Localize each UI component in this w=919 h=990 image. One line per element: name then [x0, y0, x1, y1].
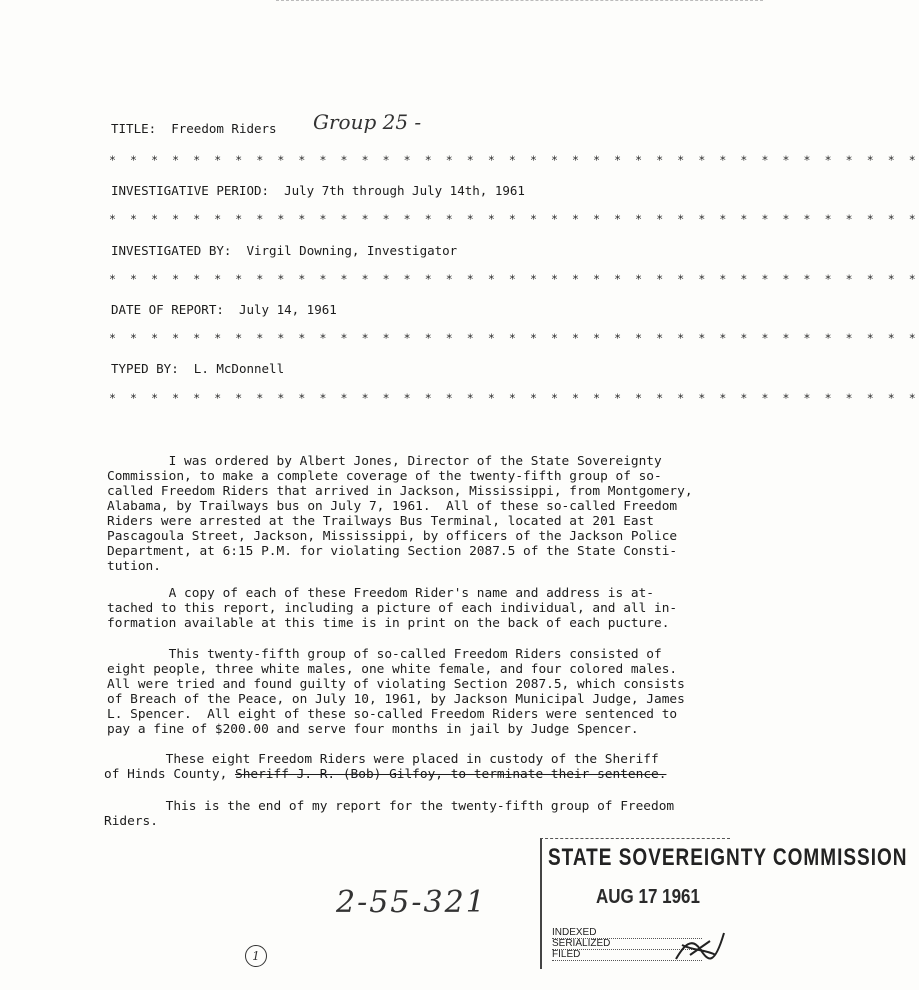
text-fragment: of Hinds County,: [104, 767, 235, 782]
text-line: of Breach of the Peace, on July 10, 1961, by Jackson Municipal Judge, James: [107, 692, 685, 707]
text-line: I was ordered by Albert Jones, Director of the State Sovereignty: [107, 454, 662, 469]
title-row: [111, 121, 277, 136]
typist-row: [111, 361, 284, 376]
text-line: A copy of each of these Freedom Rider's name and address is at-: [107, 586, 655, 601]
initials-signature-icon: [670, 915, 730, 969]
investigator-value: Virgil Downing, Investigator: [246, 243, 458, 258]
period-label: INVESTIGATIVE PERIOD:: [111, 183, 270, 198]
separator: * * * * * * * * * * * * * * * * * * * * * * * * * * * * * * * * * * * * * * *: [109, 272, 919, 286]
text-line: Commission, to make a complete coverage of the twenty-fifth group of so-: [107, 469, 662, 484]
text-line: tached to this report, including a picture of each individual, and all in-: [107, 601, 678, 616]
separator: * * * * * * * * * * * * * * * * * * * * * * * * * * * * * * * * * * * * * * *: [109, 153, 919, 167]
text-line: formation available at this time is in print on the back of each pucture.: [107, 616, 670, 631]
report-date-value: July 14, 1961: [238, 302, 337, 317]
separator: * * * * * * * * * * * * * * * * * * * * * * * * * * * * * * * * * * * * * * *: [109, 391, 919, 405]
stamp-filed: FILED: [552, 949, 702, 961]
page-number-circle: 1: [245, 945, 267, 967]
report-date-row: [111, 302, 337, 317]
paragraph-2: [107, 586, 677, 631]
text-line: This is the end of my report for the twenty-fifth group of Freedom: [104, 799, 675, 814]
text-line: All were tried and found guilty of violating Section 2087.5, which consists: [107, 677, 685, 692]
title-label: TITLE:: [111, 121, 157, 136]
text-line: [104, 767, 666, 782]
stamp-date: AUG 17 1961: [596, 885, 700, 908]
text-line: Riders.: [104, 814, 158, 829]
top-edge-dashes: [276, 0, 763, 3]
struck-text: Sheriff J. R. (Bob) Gilfoy, to terminate their sentence.: [234, 767, 667, 782]
paragraph-5: [104, 799, 674, 829]
stamp-indexed: INDEXED: [552, 927, 702, 939]
text-line: called Freedom Riders that arrived in Jackson, Mississippi, from Montgomery,: [107, 484, 693, 499]
title-value: Freedom Riders: [171, 121, 277, 136]
text-line: Pascagoula Street, Jackson, Mississippi, by officers of the Jackson Police: [107, 529, 678, 544]
separator: * * * * * * * * * * * * * * * * * * * * * * * * * * * * * * * * * * * * * * *: [109, 212, 919, 226]
text-line: pay a fine of $200.00 and serve four months in jail by Judge Spencer.: [107, 722, 639, 737]
paragraph-3: [107, 647, 685, 737]
typist-value: L. McDonnell: [193, 361, 285, 376]
investigator-row: [111, 243, 457, 258]
paragraph-4: [104, 752, 666, 782]
text-line: eight people, three white males, one white female, and four colored males.: [107, 662, 678, 677]
period-value: July 7th through July 14th, 1961: [284, 183, 525, 198]
handwritten-group-note: Group 25 -: [313, 110, 422, 134]
text-line: This twenty-fifth group of so-called Freedom Riders consisted of: [107, 647, 662, 662]
text-line: Department, at 6:15 P.M. for violating Section 2087.5 of the State Consti-: [107, 544, 678, 559]
report-date-label: DATE OF REPORT:: [111, 302, 224, 317]
investigator-label: INVESTIGATED BY:: [111, 243, 232, 258]
handwritten-file-number: 2-55-321: [336, 885, 487, 920]
text-line: Riders were arrested at the Trailways Bus Terminal, located at 201 East: [107, 514, 655, 529]
text-line: L. Spencer. All eight of these so-called Freedom Riders were sentenced to: [107, 707, 678, 722]
period-row: [111, 183, 525, 198]
paragraph-1: [107, 454, 693, 574]
stamp-header: STATE SOVEREIGNTY COMMISSION: [548, 845, 908, 872]
stamp-serialized: SERIALIZED: [552, 938, 702, 950]
text-line: tution.: [107, 559, 161, 574]
text-line: Alabama, by Trailways bus on July 7, 1961. All of these so-called Freedom: [107, 499, 678, 514]
text-line: These eight Freedom Riders were placed in custody of the Sheriff: [104, 752, 659, 767]
received-stamp: [540, 838, 908, 969]
typist-label: TYPED BY:: [111, 361, 179, 376]
separator: * * * * * * * * * * * * * * * * * * * * * * * * * * * * * * * * * * * * * * *: [109, 331, 919, 345]
